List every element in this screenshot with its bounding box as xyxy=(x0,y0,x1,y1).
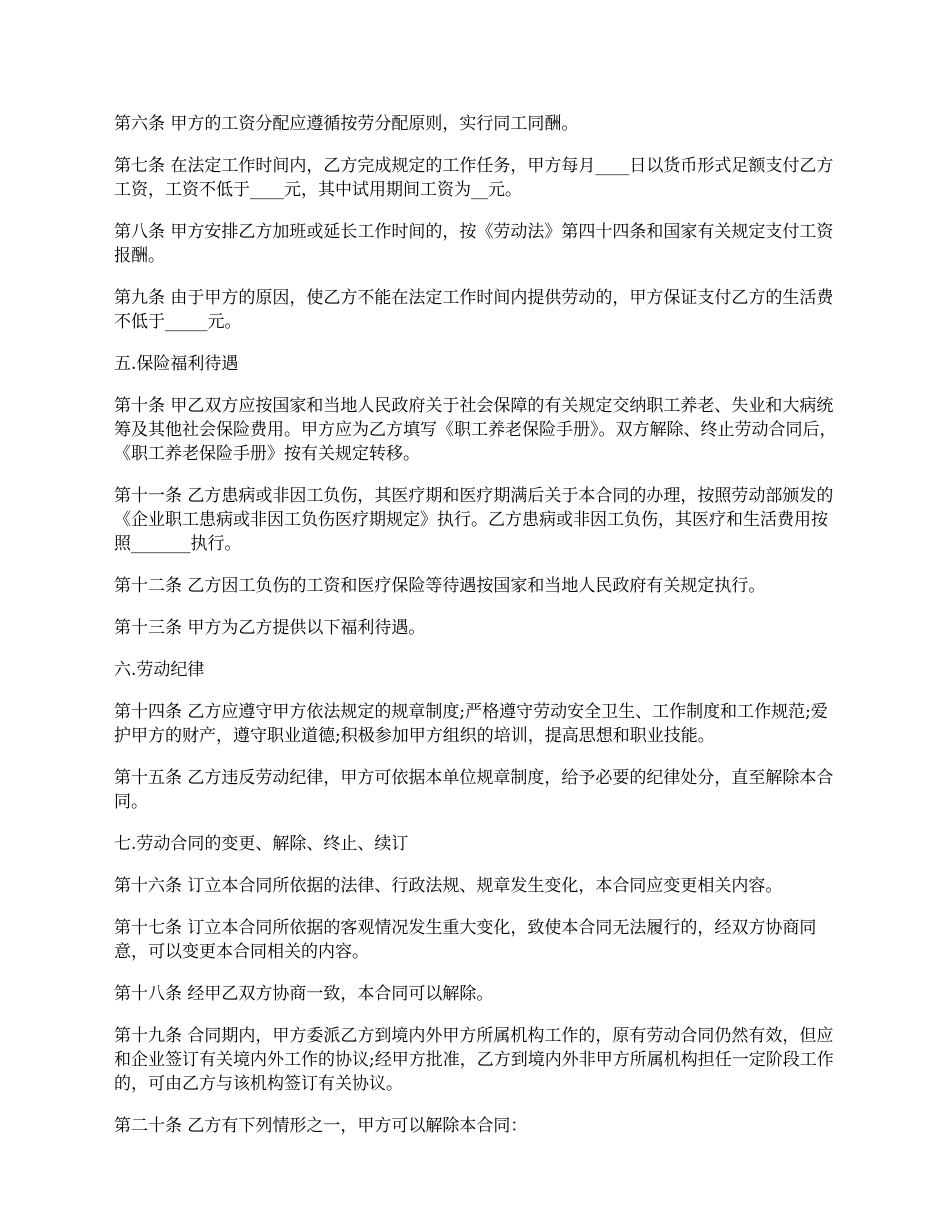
clause-20: 第二十条 乙方有下列情形之一，甲方可以解除本合同： xyxy=(114,1116,528,1136)
clause-9: 第九条 由于甲方的原因，使乙方不能在法定工作时间内提供劳动的，甲方保证支付乙方的生活费不低于_____元。 xyxy=(114,288,834,332)
section-heading-insurance: 五.保险福利待遇 xyxy=(114,354,239,374)
clause-12: 第十二条 乙方因工负伤的工资和医疗保险等待遇按国家和当地人民政府有关规定执行。 xyxy=(114,576,766,596)
clause-16: 第十六条 订立本合同所依据的法律、行政法规、规章发生变化，本合同应变更相关内容。 xyxy=(114,876,783,896)
document-body xyxy=(114,112,844,1156)
clause-8: 第八条 甲方安排乙方加班或延长工作时间的，按《劳动法》第四十四条和国家有关规定支付工资报酬。 xyxy=(114,222,834,266)
clause-11: 第十一条 乙方患病或非因工负伤，其医疗期和医疗期满后关于本合同的办理，按照劳动部颁发的《企业职工患病或非因工负伤医疗期规定》执行。乙方患病或非因工负伤，其医疗和生活费用按照_______执行。 xyxy=(114,486,834,554)
clause-7: 第七条 在法定工作时间内，乙方完成规定的工作任务，甲方每月____日以货币形式足额支付乙方工资，工资不低于____元，其中试用期间工资为__元。 xyxy=(114,156,834,200)
clause-19: 第十九条 合同期内，甲方委派乙方到境内外甲方所属机构工作的，原有劳动合同仍然有效，但应和企业签订有关境内外工作的协议;经甲方批准，乙方到境内外非甲方所属机构担任一定阶段工作的，可由乙方与该机构签订有关协议。 xyxy=(114,1026,834,1094)
clause-18: 第十八条 经甲乙双方协商一致，本合同可以解除。 xyxy=(114,984,494,1004)
section-heading-contract-changes: 七.劳动合同的变更、解除、终止、续订 xyxy=(114,834,409,854)
clause-10: 第十条 甲乙双方应按国家和当地人民政府关于社会保障的有关规定交纳职工养老、失业和大病统筹及其他社会保险费用。甲方应为乙方填写《职工养老保险手册》。双方解除、终止劳动合同后，《职工养老保险手册》按有关规定转移。 xyxy=(114,396,837,464)
section-heading-discipline: 六.劳动纪律 xyxy=(114,660,205,680)
clause-6: 第六条 甲方的工资分配应遵循按劳分配原则，实行同工同酬。 xyxy=(114,114,579,134)
clause-15: 第十五条 乙方违反劳动纪律，甲方可依据本单位规章制度，给予必要的纪律处分，直至解除本合同。 xyxy=(114,768,834,812)
clause-14: 第十四条 乙方应遵守甲方依法规定的规章制度;严格遵守劳动安全卫生、工作制度和工作规范;爱护甲方的财产，遵守职业道德;积极参加甲方组织的培训，提高思想和职业技能。 xyxy=(114,702,828,746)
clause-13: 第十三条 甲方为乙方提供以下福利待遇。 xyxy=(114,618,426,638)
clause-17: 第十七条 订立本合同所依据的客观情况发生重大变化，致使本合同无法履行的，经双方协商同意，可以变更本合同相关的内容。 xyxy=(114,918,817,962)
